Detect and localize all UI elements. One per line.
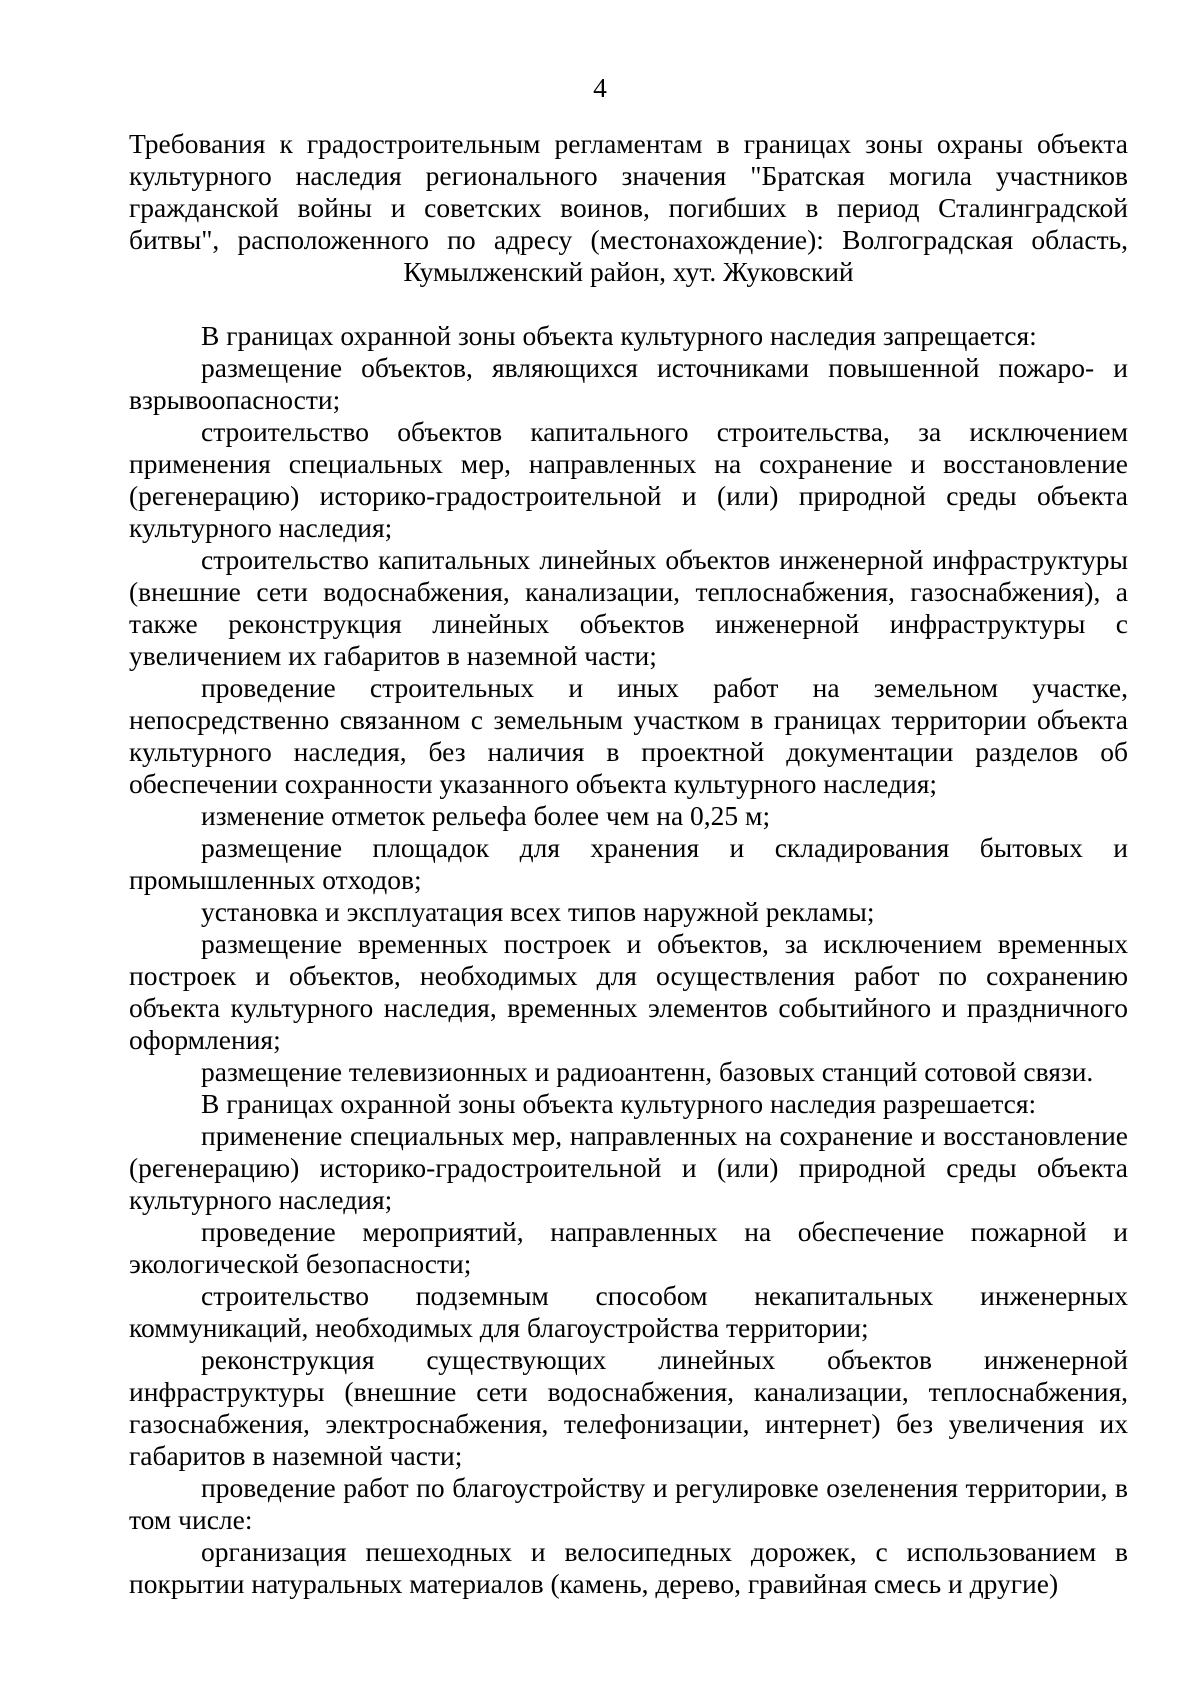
paragraph-item: размещение телевизионных и радиоантенн, базовых станций сотовой связи. bbox=[201, 1056, 1094, 1087]
paragraph-item: размещение временных построек и объектов, за исключением временных построек и объектов, необходимых для осуществления работ по сохранению объекта культурного наследия, временных элементов событийного и праздничного оформления; bbox=[129, 928, 1128, 1055]
section-heading: Требования к градостроительным регламентам в границах зоны охраны объекта культурного наследия регионального значения "Братская могила участников гражданской войны и советских воинов, погибших в период Сталинградской битвы", расположенного по адресу (местонахождение): Волгоградская область, Кумылженский район, хут. Жуковский bbox=[129, 128, 1128, 287]
paragraph-item: строительство объектов капитального строительства, за исключением применения специальных мер, направленных на сохранение и восстановление (регенерацию) историко-градостроительной и (или) природной среды объекта культурного наследия; bbox=[129, 416, 1128, 543]
paragraph-item: проведение работ по благоустройству и регулировке озеленения территории, в том числе: bbox=[129, 1472, 1128, 1535]
paragraph-item: проведение мероприятий, направленных на обеспечение пожарной и экологической безопасности; bbox=[129, 1216, 1128, 1279]
paragraph-item: реконструкция существующих линейных объектов инженерной инфраструктуры (внешние сети водоснабжения, канализации, теплоснабжения, газоснабжения, электроснабжения, телефонизации, интернет) без увеличения их габаритов в наземной части; bbox=[129, 1344, 1128, 1471]
paragraph-allowed-intro: В границах охранной зоны объекта культурного наследия разрешается: bbox=[201, 1088, 1037, 1119]
page-number: 4 bbox=[593, 72, 607, 103]
paragraph-item: изменение отметок рельефа более чем на 0,25 м; bbox=[201, 800, 771, 831]
paragraph-item: применение специальных мер, направленных на сохранение и восстановление (регенерацию) историко-градостроительной и (или) природной среды объекта культурного наследия; bbox=[129, 1120, 1128, 1215]
paragraph-item: размещение объектов, являющихся источниками повышенной пожаро- и взрывоопасности; bbox=[129, 352, 1128, 415]
paragraph-item: строительство капитальных линейных объектов инженерной инфраструктуры (внешние сети водоснабжения, канализации, теплоснабжения, газоснабжения), а также реконструкция линейных объектов инженерной инфраструктуры с увеличением их габаритов в наземной части; bbox=[129, 544, 1128, 671]
paragraph-item: размещение площадок для хранения и складирования бытовых и промышленных отходов; bbox=[129, 832, 1128, 895]
document-content bbox=[129, 128, 1128, 1600]
paragraph-item: установка и эксплуатация всех типов наружной рекламы; bbox=[201, 896, 875, 927]
paragraph-item: проведение строительных и иных работ на земельном участке, непосредственно связанном с земельным участком в границах территории объекта культурного наследия, без наличия в проектной документации разделов об обеспечении сохранности указанного объекта культурного наследия; bbox=[129, 672, 1128, 799]
paragraph-item: строительство подземным способом некапитальных инженерных коммуникаций, необходимых для благоустройства территории; bbox=[129, 1280, 1128, 1343]
paragraph-item: организация пешеходных и велосипедных дорожек, с использованием в покрытии натуральных материалов (камень, дерево, гравийная смесь и другие) bbox=[129, 1536, 1128, 1599]
document-body bbox=[129, 320, 1128, 1600]
paragraph-prohibited-intro: В границах охранной зоны объекта культурного наследия запрещается: bbox=[201, 320, 1037, 351]
